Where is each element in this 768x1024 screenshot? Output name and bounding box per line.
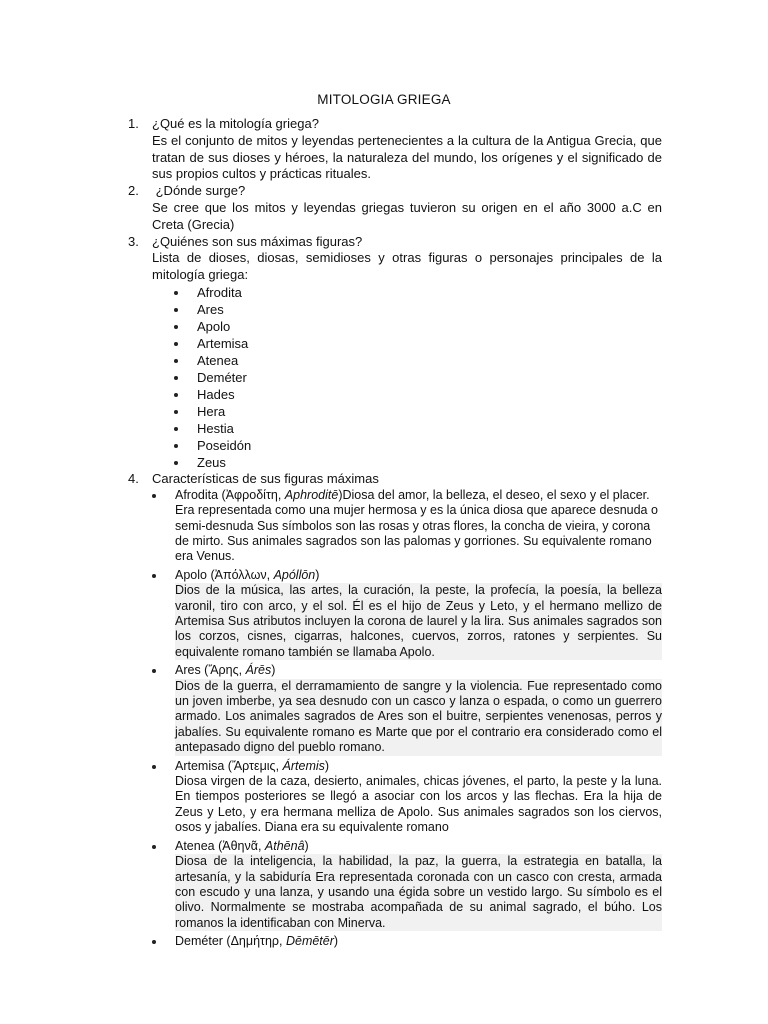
figure-name-close: ) — [271, 663, 276, 678]
list-item: Zeus — [152, 454, 662, 471]
list-item: Deméter — [152, 369, 662, 386]
question-text: ¿Qué es la mitología griega? — [152, 116, 319, 131]
list-item: Hestia — [152, 420, 662, 437]
figure-description: Dios de la guerra, el derramamiento de sangre y la violencia. Fue representado como un joven imberbe, ya sea desnudo con un casco y lanza o espada, o como un guerrero armado. Los animales sagrados de Ares son el buitre, serpientes venenosas, perros y jabalíes. Su equivalente romano es Marte que por el contrario era considerado como el antepasado digno del pueblo romano. — [175, 678, 662, 755]
answer-text: Lista de dioses, diosas, semidioses y otras figuras o personajes principales de la mitología griega: — [152, 250, 662, 283]
figure-name: Artemisa (Ἄρτεμις, — [175, 758, 283, 773]
figure-description: Diosa virgen de la caza, desierto, animales, chicas jóvenes, el parto, la peste y la luna. En tiempos posteriores se llegó a asociar con los arcos y las flechas. Era la hija de Zeus y Leto, y era hermana melliza de Apolo. Sus animales sagrados son los ciervos, osos y jabalíes. Diana era su equivalente romano — [175, 774, 662, 835]
figure-entry — [0, 934, 662, 949]
figure-transliteration: Apóllōn — [273, 567, 316, 582]
figure-name: Afrodita (Ἀφροδίτη, — [175, 487, 285, 502]
figure-entry — [0, 663, 662, 755]
figure-name: Atenea (Ἀθηνᾶ, — [175, 838, 265, 853]
figure-name: Deméter (Δημήτηρ, — [175, 934, 286, 949]
question-text: ¿Quiénes son sus máximas figuras? — [152, 233, 363, 249]
list-item: Atenea — [152, 352, 662, 369]
figure-name-close: ) — [315, 567, 320, 582]
list-item: Apolo — [152, 318, 662, 335]
list-item: Afrodita — [152, 284, 662, 301]
figure-transliteration: Athēnâ — [264, 838, 305, 853]
figure-entry — [0, 488, 662, 565]
question-item — [0, 234, 662, 471]
page-title: MITOLOGIA GRIEGA — [317, 92, 451, 107]
question-item — [0, 183, 662, 233]
figure-description: Diosa de la inteligencia, la habilidad, la paz, la guerra, la estrategia en batalla, la artesanía, y la sabiduría Era representada coronada con un casco con cresta, armada con escudo y una lanza, y usando una égida sobre un vestido largo. Su símbolo es el olivo. Normalmente se mostraba acompañada de su animal sagrado, el búho. Los romanos la identificaban con Minerva. — [175, 854, 662, 930]
question-number: 1. — [128, 116, 139, 131]
list-item: Ares — [152, 301, 662, 318]
figure-transliteration: Dēmētēr — [285, 934, 334, 949]
figure-name-close: ) — [324, 758, 330, 773]
document-body — [0, 116, 768, 950]
list-item: Hades — [152, 386, 662, 403]
figure-name-close: ) — [338, 487, 343, 502]
question-text: ¿Dónde surge? — [152, 183, 246, 199]
figure-name: Apolo (Ἀπόλλων, — [175, 567, 274, 582]
figure-entry — [0, 759, 662, 836]
question-number: 2. — [128, 183, 139, 199]
figure-name-close: ) — [333, 934, 339, 949]
question-number: 3. — [128, 233, 139, 249]
question-text: Características de sus figuras máximas — [152, 470, 379, 486]
figure-transliteration: Ártemis — [282, 758, 325, 773]
list-item: Poseidón — [152, 437, 662, 454]
question-number: 4. — [128, 470, 139, 486]
answer-text: Se cree que los mitos y leyendas griegas tuvieron su origen en el año 3000 a.C en Creta (Grecia) — [152, 199, 662, 232]
figure-name: Ares (Ἄρης, — [175, 663, 246, 678]
figure-description: Dios de la música, las artes, la curación, la peste, la profecía, la poesía, la belleza varonil, tiro con arco, y el sol. Él es el hijo de Zeus y Leto, y el hermano mellizo de Artemisa Sus atributos incluyen la corona de laurel y la lira. Sus animales sagrados son los corzos, cisnes, cigarras, halcones, cuervos, zorros, ratones y serpientes. Su equivalente romano también se llamaba Apolo. — [175, 583, 662, 659]
list-item: Artemisa — [152, 335, 662, 352]
figure-name-close: ) — [304, 838, 309, 853]
question-item — [0, 116, 662, 183]
figure-transliteration: Árēs — [245, 663, 272, 678]
figure-entry — [0, 839, 662, 931]
answer-text: Es el conjunto de mitos y leyendas pertenecientes a la cultura de la Antigua Grecia, que tratan de sus dioses y héroes, la naturaleza del mundo, los orígenes y el significado de sus propios cultos y prácticas rituales. — [152, 132, 662, 182]
figure-description: Diosa del amor, la belleza, el deseo, el sexo y el placer. Era representada como una mujer hermosa y es la única diosa que aparece desnuda o semi-desnuda Sus símbolos son las rosas y otras flores, la concha de vieira, y corona de mirto. Sus animales sagrados son las palomas y gorriones. Su equivalente romano era Venus. — [175, 487, 658, 564]
figure-transliteration: Aphroditē — [284, 487, 339, 502]
figure-entry — [0, 568, 662, 660]
list-item: Hera — [152, 403, 662, 420]
figures-list — [152, 284, 662, 471]
question-item — [0, 471, 662, 488]
